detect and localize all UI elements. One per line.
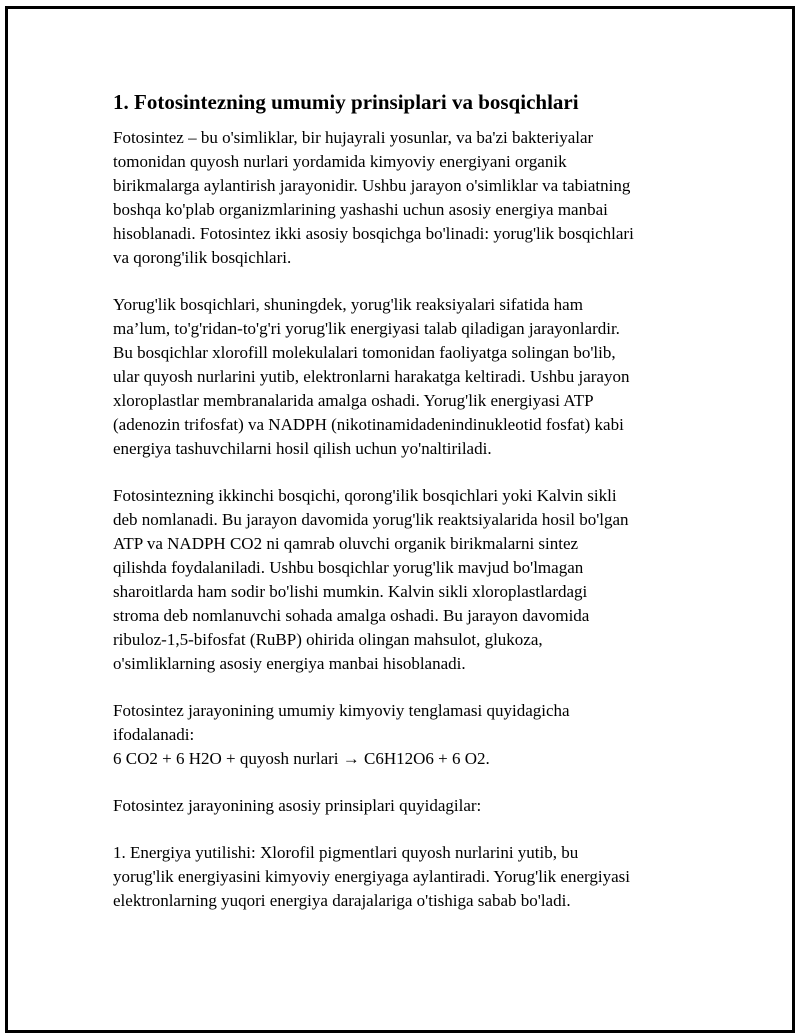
paragraph [113, 484, 693, 676]
text-line: energiya tashuvchilarni hosil qilish uchun yo'naltiriladi. [113, 439, 492, 458]
paragraph [113, 293, 693, 461]
text-line: ma’lum, to'g'ridan-to'g'ri yorug'lik energiyasi talab qiladigan jarayonlardir. [113, 319, 620, 338]
paragraph [113, 126, 693, 270]
text-line: Fotosintezning ikkinchi bosqichi, qorong'ilik bosqichlari yoki Kalvin sikli [113, 486, 617, 505]
text-line: ular quyosh nurlarini yutib, elektronlarni harakatga keltiradi. Ushbu jarayon [113, 367, 630, 386]
text-line: hisoblanadi. Fotosintez ikki asosiy bosqichga bo'linadi: yorug'lik bosqichlari [113, 224, 634, 243]
text-line: qilishda foydalaniladi. Ushbu bosqichlar yorug'lik mavjud bo'lmagan [113, 558, 584, 577]
text-line: tomonidan quyosh nurlari yordamida kimyoviy energiyani organik [113, 152, 567, 171]
text-line: sharoitlarda ham sodir bo'lishi mumkin. Kalvin sikli xloroplastlardagi [113, 582, 588, 601]
text-line: va qorong'ilik bosqichlari. [113, 248, 292, 267]
text-line: Fotosintez jarayonining umumiy kimyoviy tenglamasi quyidagicha [113, 701, 570, 720]
text-line: ribuloz-1,5-bifosfat (RuBP) ohirida olingan mahsulot, glukoza, [113, 630, 543, 649]
text-line: (adenozin trifosfat) va NADPH (nikotinamidadenindinukleotid fosfat) kabi [113, 415, 624, 434]
paragraphs [113, 126, 693, 913]
text-line: stroma deb nomlanuvchi sohada amalga oshadi. Bu jarayon davomida [113, 606, 590, 625]
text-line: birikmalarga aylantirish jarayonidir. Ushbu jarayon o'simliklar va tabiatning [113, 176, 631, 195]
text-line: ATP va NADPH CO2 ni qamrab oluvchi organik birikmalarni sintez [113, 534, 579, 553]
text-line: boshqa ko'plab organizmlarining yashashi uchun asosiy energiya manbai [113, 200, 608, 219]
text-line: Bu bosqichlar xlorofill molekulalari tomonidan faoliyatga solingan bo'lib, [113, 343, 616, 362]
text-line: Yorug'lik bosqichlari, shuningdek, yorug'lik reaksiyalari sifatida ham [113, 295, 583, 314]
text-line: o'simliklarning asosiy energiya manbai hisoblanadi. [113, 654, 466, 673]
page-content [113, 88, 693, 936]
text-line: 1. Energiya yutilishi: Xlorofil pigmentlari quyosh nurlarini yutib, bu [113, 843, 579, 862]
text-line: ifodalanadi: [113, 725, 195, 744]
text-line: deb nomlanadi. Bu jarayon davomida yorug'lik reaktsiyalarida hosil bo'lgan [113, 510, 629, 529]
text-line: Fotosintez – bu o'simliklar, bir hujayrali yosunlar, va ba'zi bakteriyalar [113, 128, 594, 147]
text-line: Fotosintez jarayonining asosiy prinsiplari quyidagilar: [113, 796, 482, 815]
text-line: xloroplastlar membranalarida amalga oshadi. Yorug'lik energiyasi ATP [113, 391, 594, 410]
paragraph [113, 794, 693, 818]
text-line: yorug'lik energiyasini kimyoviy energiyaga aylantiradi. Yorug'lik energiyasi [113, 867, 630, 886]
paragraph [113, 699, 693, 771]
text-line: 6 CO2 + 6 H2O + quyosh nurlari → C6H12O6 + 6 O2. [113, 749, 490, 768]
paragraph [113, 841, 693, 913]
section-heading: 1. Fotosintezning umumiy prinsiplari va bosqichlari [113, 90, 579, 114]
text-line: elektronlarning yuqori energiya darajalariga o'tishiga sabab bo'ladi. [113, 891, 571, 910]
